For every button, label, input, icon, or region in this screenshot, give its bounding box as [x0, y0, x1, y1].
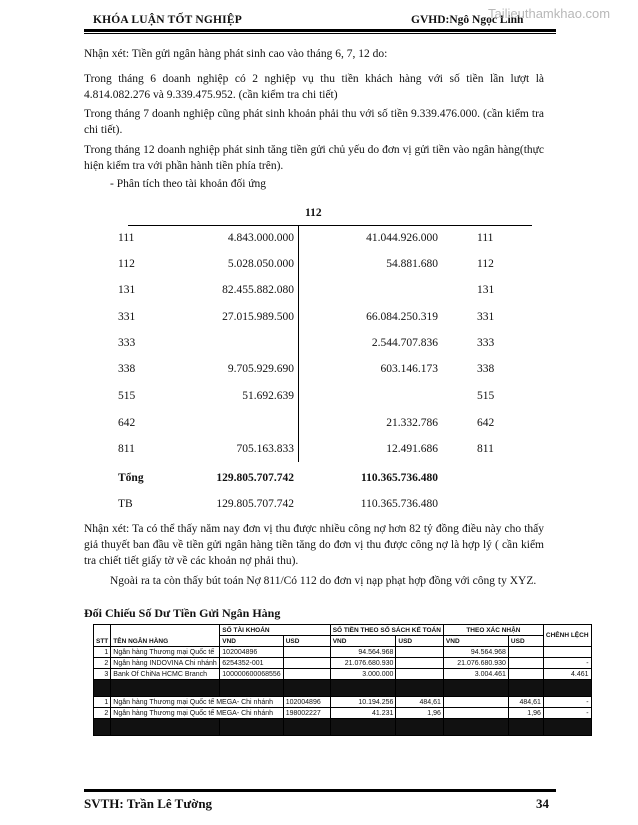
t-debit: 82.455.882.080 [222, 284, 294, 296]
t-right-account: 811 [477, 443, 494, 455]
t-debit: 27.015.989.500 [222, 311, 294, 323]
row-book-usd [396, 647, 444, 658]
t-left-account: 333 [118, 337, 136, 349]
col-books-header: SỐ TIỀN THEO SỔ SÁCH KẾ TOÁN [330, 625, 443, 636]
t-right-account: 515 [477, 390, 495, 402]
paragraph-july: Trong tháng 7 doanh nghiệp cũng phát sinh khoản phải thu với số tiền 9.339.476.000. (cần kiểm tra chi tiết). [84, 108, 544, 136]
t-account-row [0, 363, 638, 379]
t-account-row [0, 258, 638, 274]
t-debit: 9.705.929.690 [227, 363, 294, 375]
col-diff-header: CHÊNH LỆCH [543, 625, 591, 647]
row-bank-name: Ngân hàng Thương mại Quốc tế MEGA- Chi nhánh [111, 697, 283, 708]
conf-usd-header: USD [508, 636, 543, 647]
book-usd-header: USD [396, 636, 444, 647]
t-account-top-line [128, 225, 532, 226]
row-book-vnd: 41.231 [330, 708, 396, 719]
row-book-vnd: 21.076.680.930 [330, 658, 396, 669]
row-book-vnd: 10.194.256 [330, 697, 396, 708]
row-confirm-usd [508, 658, 543, 669]
header-rule [84, 29, 556, 32]
page-number: 34 [536, 796, 549, 811]
t-credit: 54.881.680 [386, 258, 438, 270]
t-right-account: 112 [477, 258, 494, 270]
table-separator-row [94, 680, 592, 697]
t-left-account: 642 [118, 417, 136, 429]
t-debit: 5.028.050.000 [227, 258, 294, 270]
t-right-account: 331 [477, 311, 495, 323]
bank-reconciliation-title: Đối Chiếu Số Dư Tiền Gửi Ngân Hàng [84, 606, 281, 620]
row-account-vnd: 100000600068556 [220, 669, 283, 680]
analysis-heading: - Phân tích theo tài khoản đối ứng [110, 178, 267, 190]
row-book-usd: 484,61 [396, 697, 444, 708]
footer-student: SVTH: Trần Lê Tường [84, 796, 213, 811]
row-confirm-vnd [443, 697, 508, 708]
paragraph-conclusion: Nhận xét: Ta có thể thấy năm nay đơn vị thu được nhiều công nợ hơn 82 tỷ đồng điều này cho thấy giả thuyết ban đầu về tiền gửi ngân hàng tiền tăng do đơn vị thu được công nợ là hợp lý ( cần kiểm tra chiết tiết giấy tờ về các khoản nợ phải thu). [84, 523, 544, 567]
t-left-account: 331 [118, 311, 136, 323]
t-credit: 2.544.707.836 [371, 337, 438, 349]
t-credit: 66.084.250.319 [366, 311, 438, 323]
table-row [94, 658, 592, 669]
row-book-vnd: 94.564.968 [330, 647, 396, 658]
t-account-title: 112 [305, 207, 322, 219]
row-account-vnd: 102004896 [220, 647, 283, 658]
t-credit: 41.044.926.000 [366, 232, 438, 244]
row-book-usd: 1,96 [396, 708, 444, 719]
row-book-vnd: 3.000.000 [330, 669, 396, 680]
acc-usd-header: USD [283, 636, 330, 647]
t-credit: 21.332.786 [386, 417, 438, 429]
row-stt: 1 [94, 647, 111, 658]
row-book-usd [396, 658, 444, 669]
t-left-account: 338 [118, 363, 136, 375]
t-account-row [0, 311, 638, 327]
tb-credit: 110.365.736.480 [360, 498, 438, 510]
row-bank-name: Ngân hàng INDOVINA Chi nhánh [111, 658, 220, 669]
watermark: Tailieuthamkhao.com [488, 6, 611, 21]
col-stt-header: STT [94, 625, 111, 647]
t-right-account: 642 [477, 417, 495, 429]
tb-label: TB [118, 498, 133, 510]
row-account-usd [283, 647, 330, 658]
book-vnd-header: VND [330, 636, 396, 647]
t-account-row [0, 390, 638, 406]
t-account-row [0, 337, 638, 353]
t-left-account: 112 [118, 258, 135, 270]
t-left-account: 811 [118, 443, 135, 455]
t-left-account: 111 [118, 232, 135, 244]
row-account-usd [283, 669, 330, 680]
row-confirm-vnd: 21.076.680.930 [443, 658, 508, 669]
paragraph-observation: Nhận xét: Tiền gửi ngân hàng phát sinh cao vào tháng 6, 7, 12 do: [84, 48, 388, 60]
row-account-vnd: 6254352-001 [220, 658, 283, 669]
header-rule-thin [84, 33, 556, 34]
row-confirm-usd: 484,61 [508, 697, 543, 708]
conf-vnd-header: VND [443, 636, 508, 647]
t-credit: 12.491.686 [386, 443, 438, 455]
t-account-row [0, 232, 638, 248]
row-confirm-usd [508, 647, 543, 658]
t-account-row [0, 284, 638, 300]
col-account-header: SỐ TÀI KHOẢN [220, 625, 330, 636]
row-book-usd [396, 669, 444, 680]
table-row [94, 647, 592, 658]
row-confirm-vnd [443, 708, 508, 719]
row-difference: - [543, 658, 591, 669]
row-stt: 1 [94, 697, 111, 708]
header-title: KHÓA LUẬN TỐT NGHIỆP [93, 14, 242, 26]
acc-vnd-header: VND [220, 636, 283, 647]
t-account-row [0, 417, 638, 433]
paragraph-penalty: Ngoài ra ta còn thấy bút toán Nợ 811/Có 112 do đơn vị nạp phạt hợp đồng với công ty XYZ. [110, 575, 537, 587]
table-row [94, 697, 592, 708]
row-stt: 2 [94, 708, 111, 719]
row-confirm-vnd: 3.004.461 [443, 669, 508, 680]
tb-debit: 129.805.707.742 [216, 498, 294, 510]
t-left-account: 131 [118, 284, 136, 296]
row-confirm-vnd: 94.564.968 [443, 647, 508, 658]
row-difference: - [543, 697, 591, 708]
bank-reconciliation-table [93, 624, 592, 736]
total-label: Tổng [118, 472, 144, 484]
t-account-total-row [0, 472, 638, 488]
t-right-account: 333 [477, 337, 495, 349]
row-difference: - [543, 708, 591, 719]
t-right-account: 131 [477, 284, 495, 296]
row-stt: 3 [94, 669, 111, 680]
row-difference [543, 647, 591, 658]
total-debit: 129.805.707.742 [216, 472, 294, 484]
row-difference: 4.461 [543, 669, 591, 680]
t-account-tb-row [0, 498, 638, 514]
paragraph-june: Trong tháng 6 doanh nghiệp có 2 nghiệp vụ thu tiền khách hàng với số tiền lần lượt là 4.814.082.276 và 9.339.475.952. (cần kiểm tra chi tiết) [84, 73, 544, 101]
t-debit: 51.692.639 [242, 390, 294, 402]
t-debit: 705.163.833 [236, 443, 294, 455]
table-separator-row [94, 719, 592, 736]
t-credit: 603.146.173 [380, 363, 438, 375]
t-left-account: 515 [118, 390, 136, 402]
row-account: 198002227 [283, 708, 330, 719]
t-account-row [0, 443, 638, 459]
t-debit: 4.843.000.000 [227, 232, 294, 244]
row-account-usd [283, 658, 330, 669]
col-confirm-header: THEO XÁC NHẬN [443, 625, 543, 636]
row-bank-name: Ngân hàng Thương mại Quốc tế [111, 647, 220, 658]
footer-rule [84, 789, 556, 792]
table-row [94, 708, 592, 719]
total-credit: 110.365.736.480 [361, 472, 438, 484]
col-bank-header: TÊN NGÂN HÀNG [111, 625, 220, 647]
row-bank-name: Bank Of ChiNa HCMC Branch [111, 669, 220, 680]
row-account: 102004896 [283, 697, 330, 708]
t-right-account: 338 [477, 363, 495, 375]
row-bank-name: Ngân hàng Thương mại Quốc tế MEGA- Chi nhánh [111, 708, 283, 719]
t-right-account: 111 [477, 232, 494, 244]
table-row [94, 669, 592, 680]
header-advisor: GVHD:Ngô Ngọc Linh [411, 14, 524, 26]
row-confirm-usd: 1,96 [508, 708, 543, 719]
row-confirm-usd [508, 669, 543, 680]
paragraph-december: Trong tháng 12 doanh nghiệp phát sinh tăng tiền gửi chủ yếu do đơn vị gửi tiền vào ngân hàng(thực hiện kiểm tra với phần hành tiền phía trên). [84, 144, 544, 172]
row-stt: 2 [94, 658, 111, 669]
